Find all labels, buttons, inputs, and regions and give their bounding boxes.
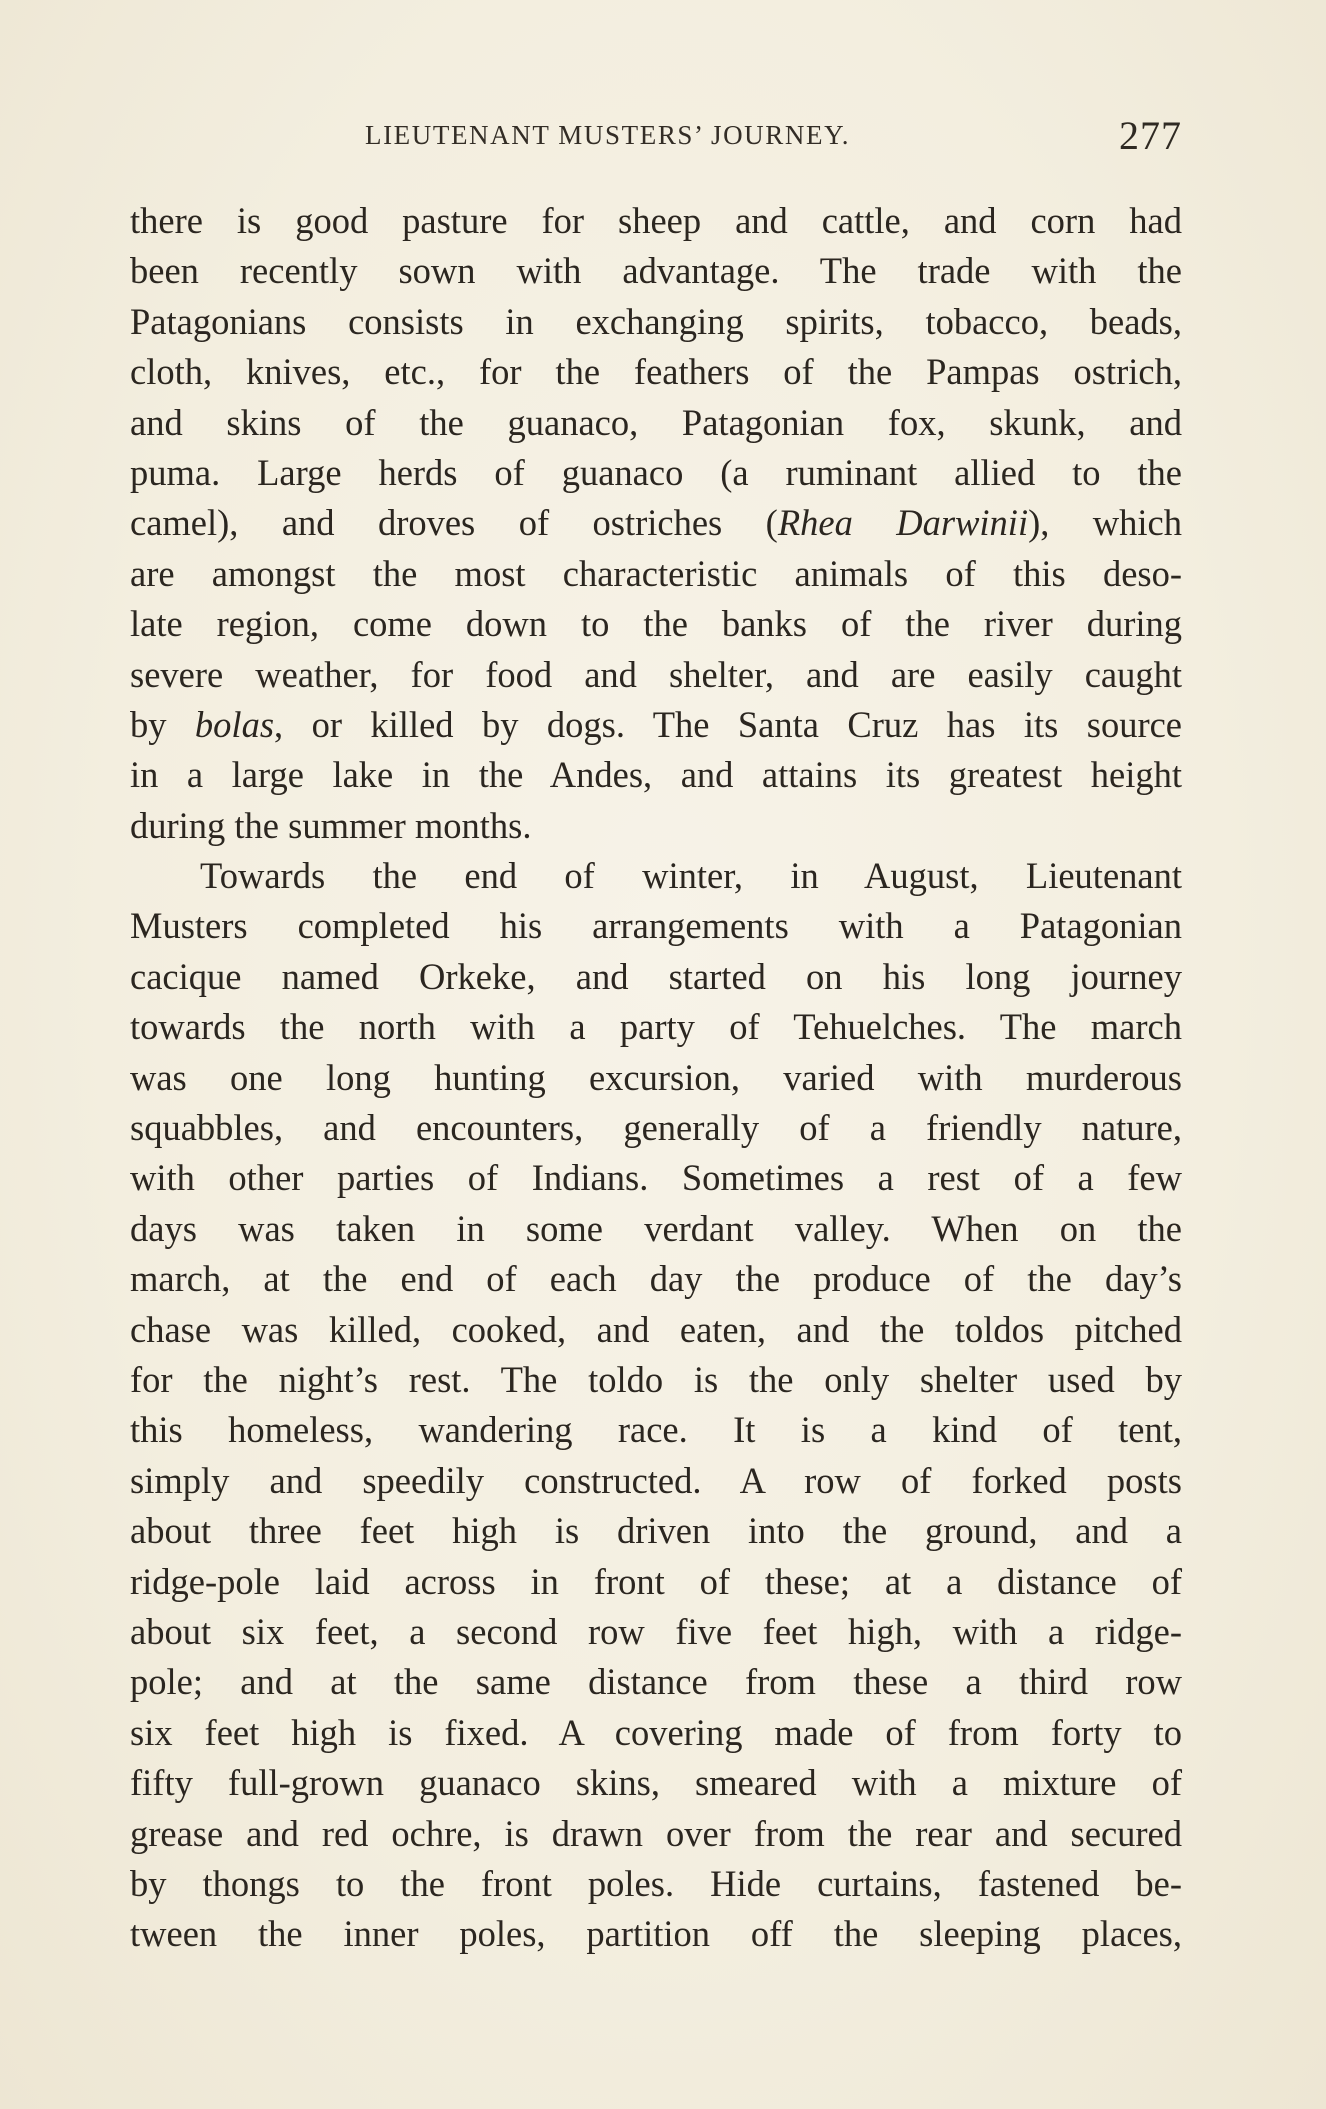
text-line: severe weather, for food and shelter, and are easily caught (130, 653, 1182, 695)
text-line: for the night’s rest. The toldo is the only shelter used by (130, 1358, 1182, 1400)
text-line: been recently sown with advantage. The trade with the (130, 250, 1182, 292)
running-title: LIEUTENANT MUSTERS’ JOURNEY. (365, 120, 851, 150)
text-line: late region, come down to the banks of the river during (130, 603, 1182, 645)
text-line: by thongs to the front poles. Hide curtains, fastened be- (130, 1862, 1182, 1904)
text-line: with other parties of Indians. Sometimes a rest of a few (130, 1157, 1182, 1199)
text-line: fifty full-grown guanaco skins, smeared with a mixture of (130, 1762, 1182, 1804)
text-line: days was taken in some verdant valley. When on the (130, 1207, 1182, 1249)
body-text (130, 196, 1182, 1960)
text-line-paragraph-start: Towards the end of winter, in August, Lieutenant (200, 855, 1182, 897)
text-line: tween the inner poles, partition off the sleeping places, (130, 1913, 1182, 1955)
running-head (130, 112, 1182, 162)
text-line: ridge-pole laid across in front of these; at a distance of (130, 1560, 1182, 1602)
text-line: towards the north with a party of Tehuelches. The march (130, 1006, 1182, 1048)
text-line: chase was killed, cooked, and eaten, and the toldos pitched (130, 1308, 1182, 1350)
text-line: are amongst the most characteristic animals of this deso- (130, 552, 1182, 594)
text-line: camel), and droves of ostriches (Rhea Darwinii), which (130, 502, 1182, 544)
text-line: by bolas, or killed by dogs. The Santa Cruz has its source (130, 703, 1182, 745)
text-line: cacique named Orkeke, and started on his long journey (130, 955, 1182, 997)
text-line: cloth, knives, etc., for the feathers of the Pampas ostrich, (130, 351, 1182, 393)
text-line: this homeless, wandering race. It is a kind of tent, (130, 1409, 1182, 1451)
text-line: simply and speedily constructed. A row of forked posts (130, 1459, 1182, 1501)
text-line: Patagonians consists in exchanging spirits, tobacco, beads, (130, 300, 1182, 342)
text-line: and skins of the guanaco, Patagonian fox, skunk, and (130, 401, 1182, 443)
text-line: pole; and at the same distance from these a third row (130, 1661, 1182, 1703)
text-line: was one long hunting excursion, varied with murderous (130, 1056, 1182, 1098)
text-line: about three feet high is driven into the ground, and a (130, 1510, 1182, 1552)
text-line: march, at the end of each day the produce of the day’s (130, 1258, 1182, 1300)
text-line: there is good pasture for sheep and cattle, and corn had (130, 200, 1182, 241)
text-line: puma. Large herds of guanaco (a ruminant allied to the (130, 451, 1182, 493)
text-line: grease and red ochre, is drawn over from the rear and secured (130, 1812, 1182, 1854)
text-line: Musters completed his arrangements with a Patagonian (130, 905, 1182, 947)
page-number: 277 (1119, 113, 1182, 158)
text-line: about six feet, a second row five feet high, with a ridge- (130, 1610, 1182, 1652)
text-line-paragraph-end: during the summer months. (130, 804, 532, 846)
text-line: in a large lake in the Andes, and attains its greatest height (130, 754, 1182, 796)
text-line: squabbles, and encounters, generally of a friendly nature, (130, 1107, 1182, 1149)
text-line: six feet high is fixed. A covering made of from forty to (130, 1711, 1182, 1753)
